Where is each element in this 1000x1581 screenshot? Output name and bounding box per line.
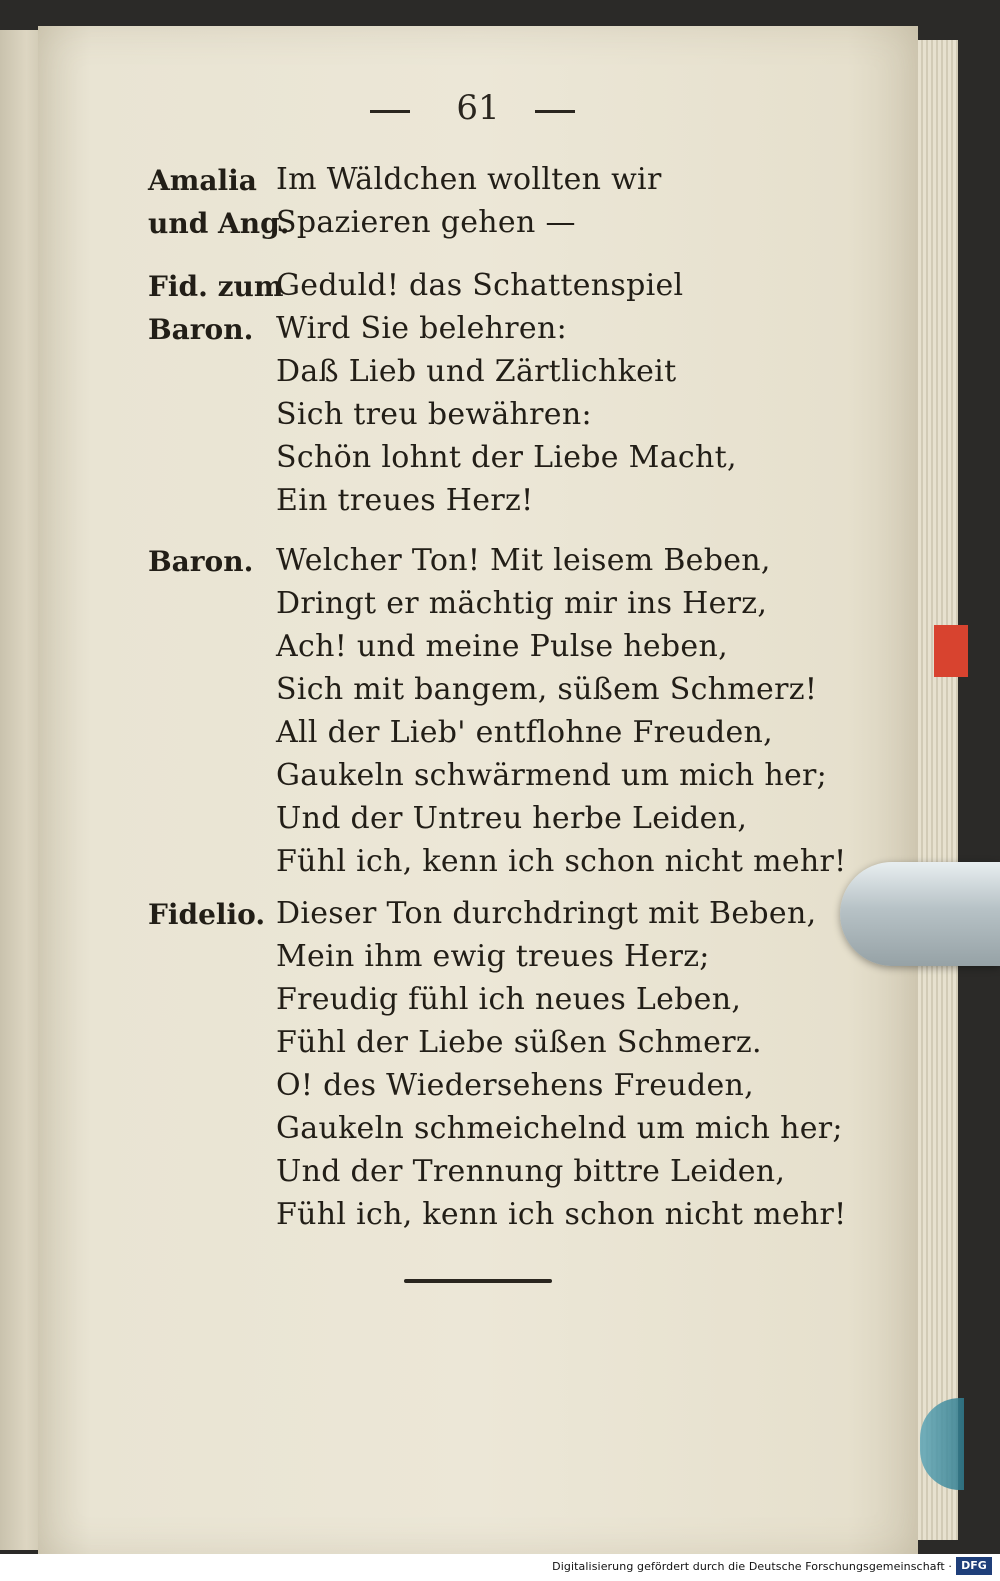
verse-line: Fühl ich, kenn ich schon nicht mehr! bbox=[276, 844, 847, 879]
speaker-label: Amalia bbox=[148, 164, 257, 197]
verse-line: All der Lieb' entflohne Freuden, bbox=[276, 715, 773, 750]
verse-line: O! des Wiedersehens Freuden, bbox=[276, 1068, 754, 1103]
page-number: 61 bbox=[456, 88, 500, 128]
page-stack-edges bbox=[918, 40, 958, 1540]
verse-line: Daß Lieb und Zärtlichkeit bbox=[276, 354, 677, 389]
verse-line: Schön lohnt der Liebe Macht, bbox=[276, 440, 737, 475]
verse-line: Und der Untreu herbe Leiden, bbox=[276, 801, 748, 836]
verse-line: Sich mit bangem, süßem Schmerz! bbox=[276, 672, 818, 707]
speaker-label: Fid. zum bbox=[148, 270, 284, 303]
header-dash-right bbox=[535, 110, 575, 113]
speaker-label: Fidelio. bbox=[148, 898, 266, 931]
verse-line: Welcher Ton! Mit leisem Beben, bbox=[276, 543, 771, 578]
verse-line: Spazieren gehen — bbox=[276, 205, 576, 240]
speaker-label: und Ang. bbox=[148, 207, 290, 240]
header-dash-left bbox=[370, 110, 410, 113]
verse-line: Geduld! das Schattenspiel bbox=[276, 268, 684, 303]
verse-line: Mein ihm ewig treues Herz; bbox=[276, 939, 710, 974]
verse-line: Sich treu bewähren: bbox=[276, 397, 592, 432]
verse-line: Fühl ich, kenn ich schon nicht mehr! bbox=[276, 1197, 847, 1232]
verse-line: Dringt er mächtig mir ins Herz, bbox=[276, 586, 768, 621]
speaker-label: Baron. bbox=[148, 545, 254, 578]
footer-credit: Digitalisierung gefördert durch die Deutsche Forschungsgemeinschaft · bbox=[552, 1560, 952, 1573]
verse-line: Ein treues Herz! bbox=[276, 483, 534, 518]
dfg-logo: DFG bbox=[956, 1557, 992, 1575]
speaker-label: Baron. bbox=[148, 313, 254, 346]
verse-line: Und der Trennung bittre Leiden, bbox=[276, 1154, 786, 1189]
verse-line: Gaukeln schmeichelnd um mich her; bbox=[276, 1111, 843, 1146]
end-rule bbox=[404, 1279, 552, 1283]
verse-line: Ach! und meine Pulse heben, bbox=[276, 629, 728, 664]
bookmark-tab bbox=[934, 625, 968, 677]
verse-line: Fühl der Liebe süßen Schmerz. bbox=[276, 1025, 762, 1060]
verse-line: Gaukeln schwärmend um mich her; bbox=[276, 758, 828, 793]
verse-line: Wird Sie belehren: bbox=[276, 311, 567, 346]
verse-line: Freudig fühl ich neues Leben, bbox=[276, 982, 742, 1017]
page-clip bbox=[840, 862, 1000, 966]
verse-line: Im Wäldchen wollten wir bbox=[276, 162, 662, 197]
verse-line: Dieser Ton durchdringt mit Beben, bbox=[276, 896, 817, 931]
